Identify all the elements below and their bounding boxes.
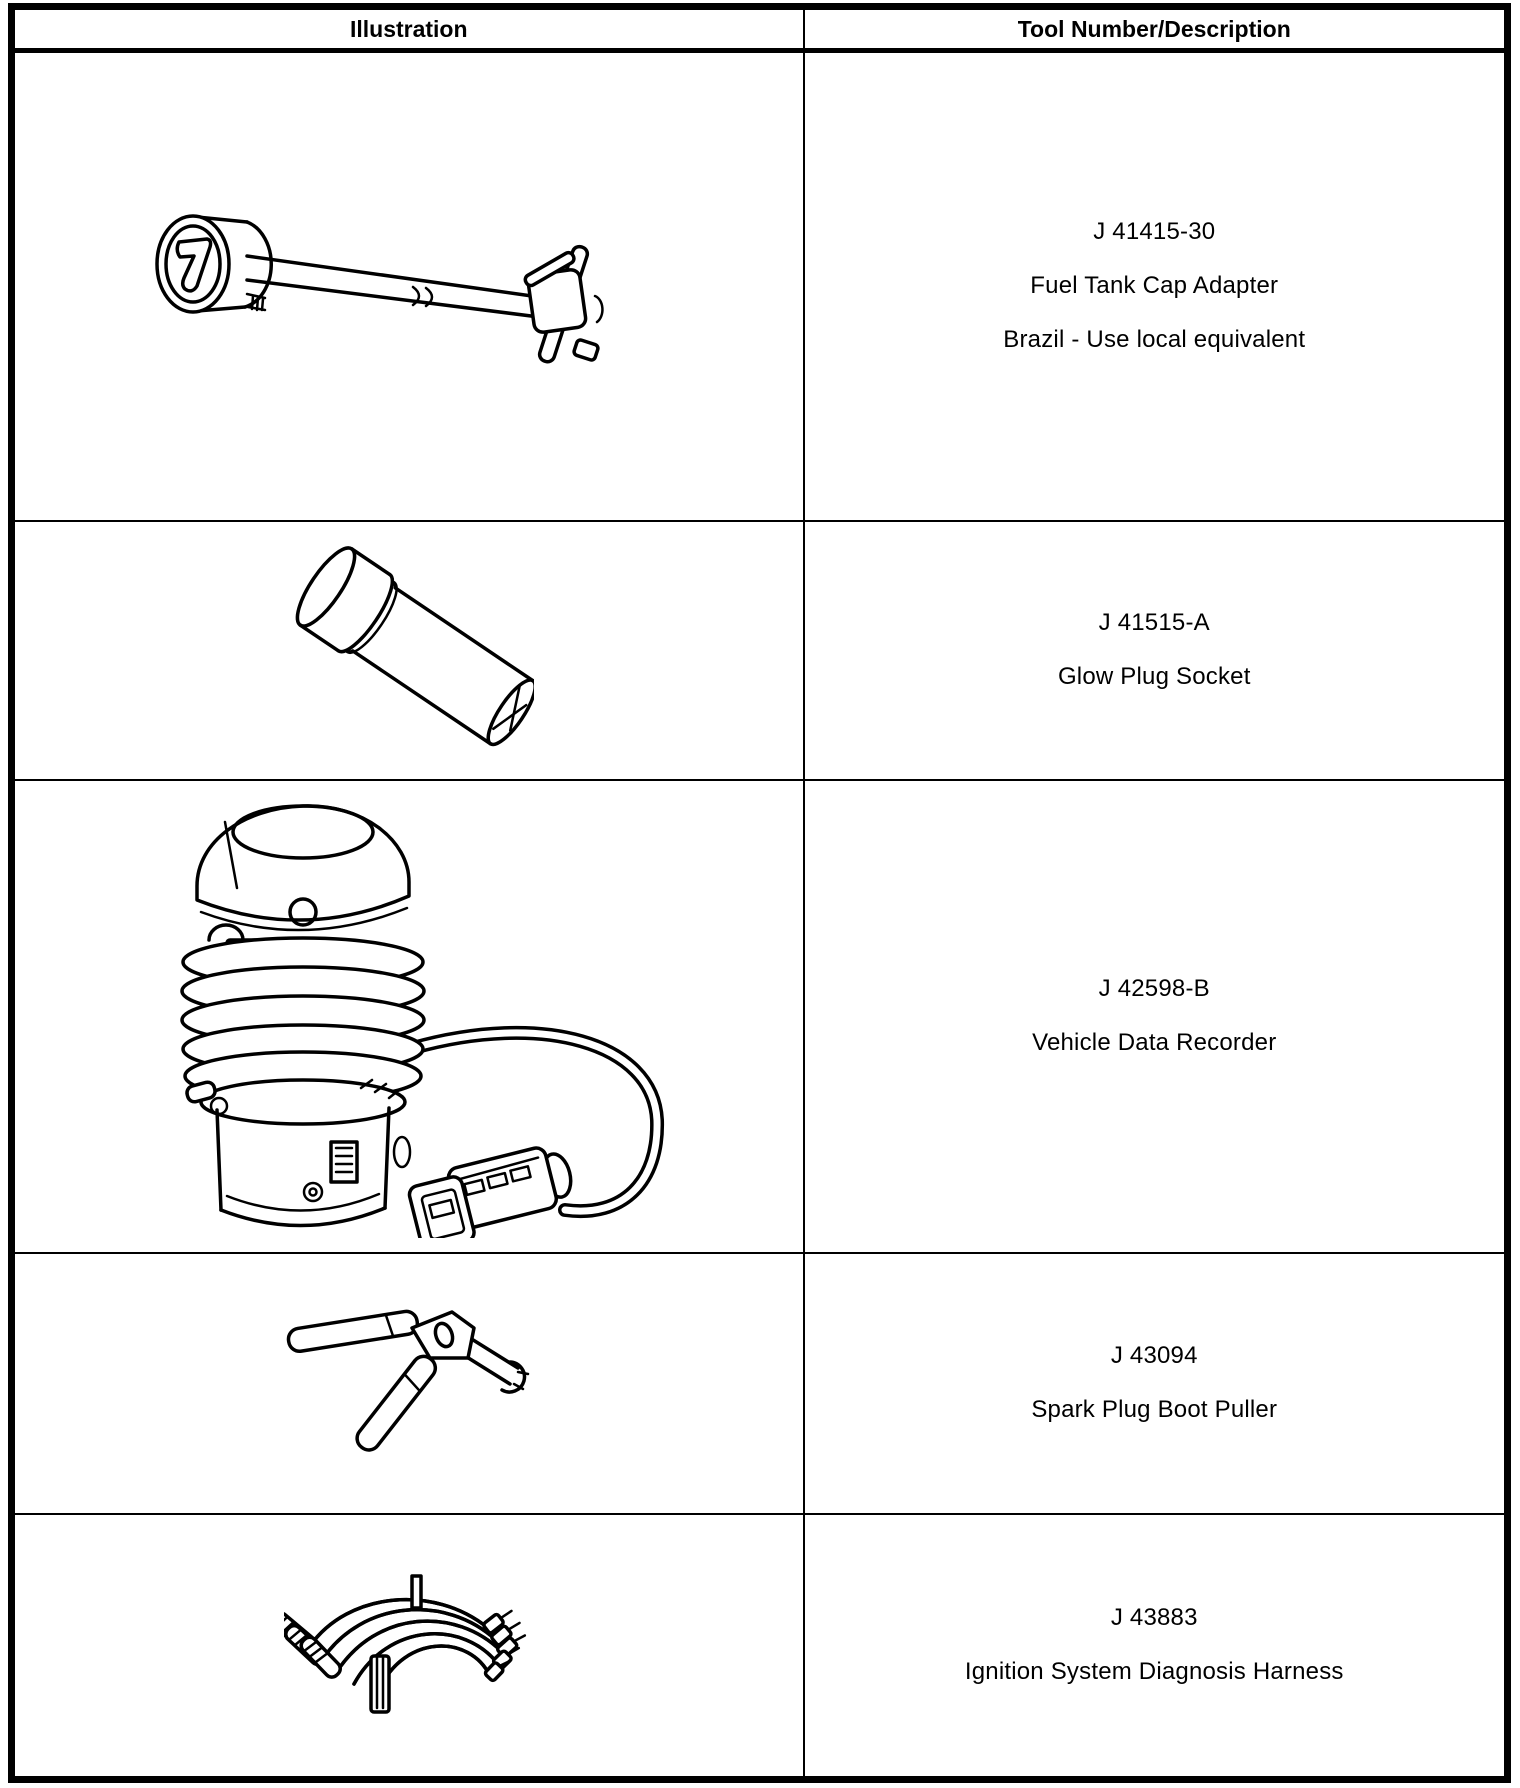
tool-description-cell: [804, 51, 1508, 521]
tool-description: Vehicle Data Recorder: [1032, 1029, 1277, 1056]
tool-number: J 41515-A: [1098, 609, 1210, 636]
tool-description: Glow Plug Socket: [1057, 663, 1251, 690]
tool-description-cell: [804, 780, 1508, 1253]
table-header-tool-number-description: Tool Number/Description: [804, 7, 1508, 51]
tool-description: Spark Plug Boot Puller: [1031, 1396, 1278, 1423]
spark-plug-boot-puller-illustration: [284, 1306, 534, 1456]
tool-row-ignition-system-diagnosis-harness: [12, 1514, 1508, 1780]
table-header-illustration: Illustration: [12, 7, 804, 51]
tool-row-spark-plug-boot-puller: [12, 1253, 1508, 1514]
tool-number: J 43094: [1110, 1342, 1198, 1369]
tool-illustration-cell: [12, 521, 804, 780]
tool-note: Brazil - Use local equivalent: [1003, 326, 1306, 354]
special-tools-table: [8, 3, 1511, 1783]
tool-description: Fuel Tank Cap Adapter: [1030, 272, 1279, 300]
tool-number: J 42598-B: [1098, 975, 1210, 1002]
tool-row-vehicle-data-recorder: [12, 780, 1508, 1253]
tool-illustration-cell: [12, 1253, 804, 1514]
tool-row-fuel-tank-cap-adapter: [12, 51, 1508, 521]
tool-number: J 43883: [1110, 1604, 1198, 1632]
vehicle-data-recorder-illustration: [161, 790, 701, 1238]
tool-row-glow-plug-socket: [12, 521, 1508, 780]
tool-number: J 41415-30: [1093, 218, 1216, 246]
tool-description-cell: [804, 1514, 1508, 1780]
glow-plug-socket-illustration: [284, 539, 534, 757]
tool-illustration-cell: [12, 780, 804, 1253]
table-header-row: [12, 7, 1508, 51]
fuel-tank-cap-adapter-illustration: [151, 204, 611, 364]
tool-description: Ignition System Diagnosis Harness: [964, 1658, 1344, 1686]
tool-illustration-cell: [12, 1514, 804, 1780]
tool-illustration-cell: [12, 51, 804, 521]
ignition-system-diagnosis-harness-illustration: [284, 1570, 534, 1715]
tool-description-cell: [804, 1253, 1508, 1514]
tool-description-cell: [804, 521, 1508, 780]
